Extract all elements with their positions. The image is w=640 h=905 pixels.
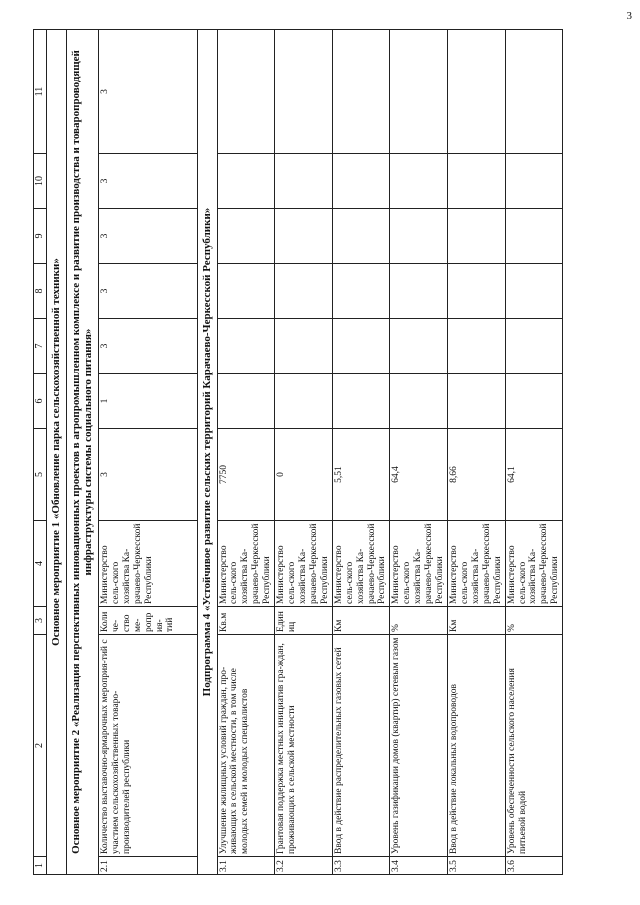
value-cell bbox=[275, 154, 333, 209]
value-cell bbox=[448, 154, 506, 209]
value-cell bbox=[275, 264, 333, 319]
page-number: 3 bbox=[626, 10, 632, 22]
indicator-name: Улучшение жилищных условий граждан, про-живающих в сельской местности, в том числе молодых семей и молодых специалистов bbox=[217, 635, 275, 857]
responsible: Министерство сель-ского хозяйства Ка-рачаево-Черкесской Республики bbox=[448, 521, 506, 607]
section-title: Основное мероприятие 1 «Обновление парка сельскохозяйственной техники» bbox=[47, 30, 67, 875]
row-number: 3.6 bbox=[505, 857, 563, 875]
value-cell bbox=[505, 319, 563, 374]
value-cell bbox=[217, 374, 275, 429]
value-cell: 1 bbox=[98, 374, 197, 429]
indicator-name: Ввод в действие локальных водопроводов bbox=[448, 635, 506, 857]
column-number: 4 bbox=[34, 521, 47, 607]
responsible: Министерство сель-ского хозяйства Ка-рачаево-Черкесской Республики bbox=[217, 521, 275, 607]
table-row bbox=[448, 30, 506, 875]
value-cell bbox=[332, 374, 390, 429]
value-cell bbox=[275, 374, 333, 429]
unit: % bbox=[390, 607, 448, 635]
indicator-name: Грантовая поддержка местных инициатив гра-ждан, проживающих в сельской местности bbox=[275, 635, 333, 857]
unit: Единиц bbox=[275, 607, 333, 635]
table-row bbox=[275, 30, 333, 875]
value-cell bbox=[505, 154, 563, 209]
indicator-name: Ввод в действие распределительных газовых сетей bbox=[332, 635, 390, 857]
responsible: Министерство сель-ского хозяйства Ка-рачаево-Черкесской Республики bbox=[505, 521, 563, 607]
value-cell bbox=[275, 319, 333, 374]
value-cell bbox=[448, 30, 506, 154]
section-row bbox=[197, 30, 217, 875]
responsible: Министерство сель-ского хозяйства Ка-рачаево-Черкесской Республики bbox=[275, 521, 333, 607]
indicator-name: Уровень обеспеченности сельского населения питьевой водой bbox=[505, 635, 563, 857]
value-cell bbox=[332, 30, 390, 154]
value-cell bbox=[217, 154, 275, 209]
value-cell: 7750 bbox=[217, 429, 275, 521]
value-cell: 3 bbox=[98, 30, 197, 154]
value-cell bbox=[217, 319, 275, 374]
row-number: 3.3 bbox=[332, 857, 390, 875]
value-cell: 3 bbox=[98, 429, 197, 521]
table-row bbox=[332, 30, 390, 875]
value-cell: 5,51 bbox=[332, 429, 390, 521]
value-cell bbox=[332, 154, 390, 209]
value-cell: 3 bbox=[98, 209, 197, 264]
unit: % bbox=[505, 607, 563, 635]
value-cell: 64,4 bbox=[390, 429, 448, 521]
unit: Кв.м bbox=[217, 607, 275, 635]
value-cell bbox=[217, 264, 275, 319]
unit: Км bbox=[448, 607, 506, 635]
value-cell bbox=[448, 374, 506, 429]
value-cell bbox=[275, 30, 333, 154]
rotated-table-container bbox=[33, 30, 611, 875]
table-row bbox=[217, 30, 275, 875]
column-number: 6 bbox=[34, 374, 47, 429]
value-cell: 8,66 bbox=[448, 429, 506, 521]
indicator-name: Количество выставочно-ярмарочных мероприя-тий с участием сельскохозяйственных товаро-производителей республики bbox=[98, 635, 197, 857]
value-cell: 3 bbox=[98, 154, 197, 209]
value-cell bbox=[390, 319, 448, 374]
value-cell bbox=[390, 154, 448, 209]
section-title: Основное мероприятие 2 «Реализация перспективных инновационных проектов в агропромышленном комплексе и развитие производства и товаропроводящей инфраструктуры системы социального питания» bbox=[66, 30, 98, 875]
value-cell bbox=[505, 264, 563, 319]
row-number: 3.4 bbox=[390, 857, 448, 875]
row-number: 3.1 bbox=[217, 857, 275, 875]
value-cell bbox=[217, 30, 275, 154]
column-number: 7 bbox=[34, 319, 47, 374]
section-title: Подпрограмма 4 «Устойчивое развитие сельских территорий Карачаево-Черкесской Республики» bbox=[197, 30, 217, 875]
column-number: 10 bbox=[34, 154, 47, 209]
value-cell bbox=[390, 209, 448, 264]
indicator-name: Уровень газификации домов (квартир) сетевым газом bbox=[390, 635, 448, 857]
value-cell bbox=[332, 319, 390, 374]
section-row bbox=[47, 30, 67, 875]
value-cell bbox=[390, 264, 448, 319]
table-row bbox=[505, 30, 563, 875]
column-number: 8 bbox=[34, 264, 47, 319]
value-cell bbox=[448, 209, 506, 264]
value-cell: 3 bbox=[98, 264, 197, 319]
row-number: 3.2 bbox=[275, 857, 333, 875]
value-cell bbox=[448, 264, 506, 319]
value-cell bbox=[448, 319, 506, 374]
row-number: 2.1 bbox=[98, 857, 197, 875]
column-number: 1 bbox=[34, 857, 47, 875]
unit: Количе-ство ме-роприя-тий bbox=[98, 607, 197, 635]
responsible: Министерство сель-ского хозяйства Ка-рачаево-Черкесской Республики bbox=[98, 521, 197, 607]
value-cell: 3 bbox=[98, 319, 197, 374]
value-cell bbox=[390, 374, 448, 429]
column-number: 9 bbox=[34, 209, 47, 264]
responsible: Министерство сель-ского хозяйства Ка-рачаево-Черкесской Республики bbox=[332, 521, 390, 607]
value-cell bbox=[275, 209, 333, 264]
value-cell bbox=[505, 374, 563, 429]
table-row bbox=[98, 30, 197, 875]
value-cell bbox=[332, 264, 390, 319]
value-cell bbox=[332, 209, 390, 264]
value-cell bbox=[505, 209, 563, 264]
column-number-row bbox=[34, 30, 47, 875]
value-cell: 0 bbox=[275, 429, 333, 521]
section-row bbox=[66, 30, 98, 875]
column-number: 11 bbox=[34, 30, 47, 154]
unit: Км bbox=[332, 607, 390, 635]
value-cell: 64,1 bbox=[505, 429, 563, 521]
column-number: 5 bbox=[34, 429, 47, 521]
row-number: 3.5 bbox=[448, 857, 506, 875]
value-cell bbox=[217, 209, 275, 264]
column-number: 3 bbox=[34, 607, 47, 635]
column-number: 2 bbox=[34, 635, 47, 857]
value-cell bbox=[505, 30, 563, 154]
value-cell bbox=[390, 30, 448, 154]
responsible: Министерство сель-ского хозяйства Ка-рачаево-Черкесской Республики bbox=[390, 521, 448, 607]
indicators-table bbox=[33, 29, 563, 875]
table-row bbox=[390, 30, 448, 875]
